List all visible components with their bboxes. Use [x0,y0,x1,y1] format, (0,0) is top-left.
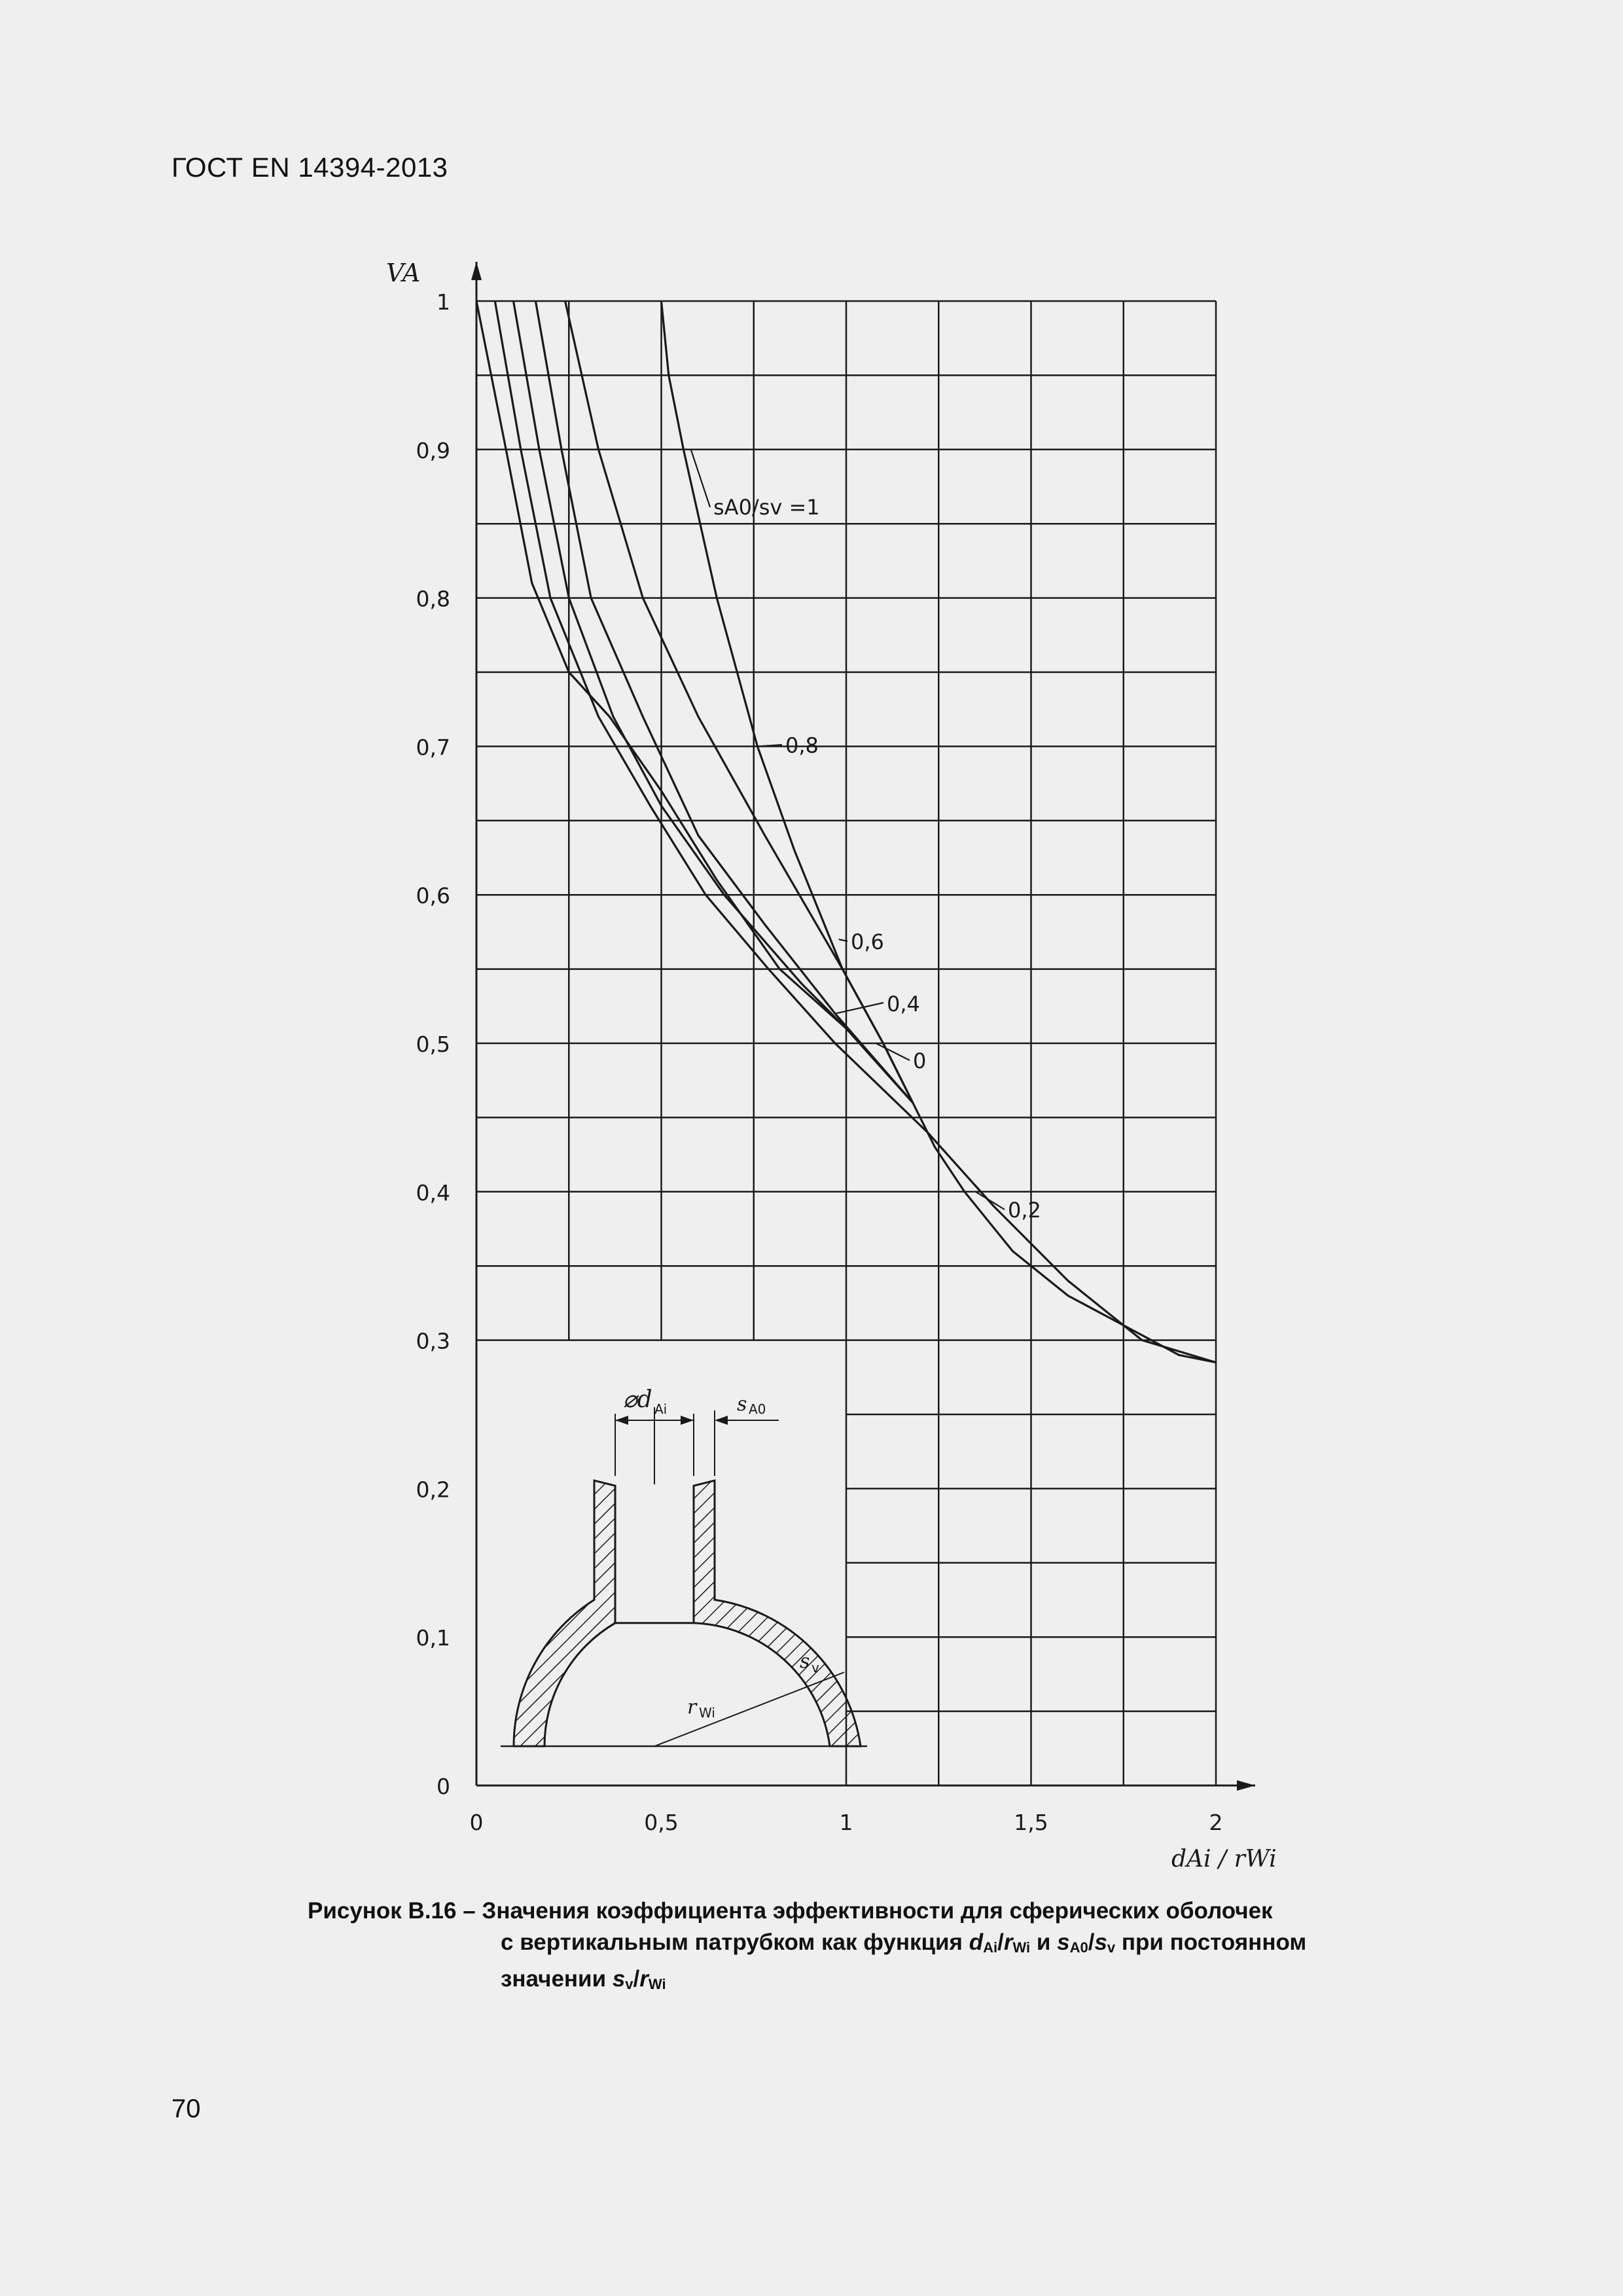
y-tick-label: 0,2 [416,1477,450,1503]
dim-arrow-sa0 [715,1416,728,1425]
series-line [514,301,913,1103]
y-tick-label: 0,5 [416,1031,450,1057]
inset-label-r: r [687,1696,697,1719]
x-tick-label: 0,5 [644,1810,679,1835]
inset-label-r-sub: Wi [699,1705,715,1721]
y-tick-label: 1 [437,289,450,315]
figure-caption [308,1895,1306,2000]
series-label: 0,2 [1008,1198,1041,1223]
x-axis-arrow [1237,1780,1255,1791]
x-tick-label: 0 [469,1810,484,1835]
inset-label-d-sub: Ai [654,1401,668,1417]
y-tick-label: 0,4 [416,1179,450,1206]
caption-line1: Значения коэффициента эффективности для сферических оболочек [482,1898,1273,1924]
series-line [565,301,913,1103]
series-line [495,301,1216,1363]
dim-arrow-left [615,1416,628,1425]
y-tick-label: 0,9 [416,437,450,463]
y-tick-label: 0,1 [416,1625,450,1651]
chart-grid [476,301,1216,1785]
series-label: 0,6 [851,929,884,954]
x-tick-label: 1,5 [1014,1810,1048,1835]
caption-line2: с вертикальным патрубком как функция $d_{Ai}/r_{Wi}$ и $s_{A0}/s_v$ при постоянном [501,1929,1307,1956]
x-axis-title: dAi / rWi [1171,1846,1277,1873]
y-axis-title: VA [386,259,421,287]
inset-label-sv-sub: v [812,1660,819,1676]
y-tick-label: 0,6 [416,883,450,909]
y-tick-label: 0,3 [416,1328,450,1354]
y-axis-arrow [471,262,482,280]
x-tick-label: 2 [1209,1810,1223,1835]
leader-line [976,1192,1005,1210]
chart-labels [386,259,1277,1873]
series-line [662,301,913,1103]
x-tick-label: 1 [839,1810,853,1835]
document-code: ГОСТ EN 14394-2013 [171,152,448,183]
nozzle-wall-left [514,1480,615,1746]
page-number: 70 [171,2094,201,2123]
series-label: 0,4 [887,992,920,1016]
series-label: sA0/sv =1 [713,495,820,520]
inset-label-sv: s [800,1650,810,1673]
nozzle-inset-diagram [501,1386,867,1746]
radius-line [654,1672,844,1746]
inset-label-sa0-sub: A0 [749,1401,766,1417]
caption-prefix: Рисунок В.16 – [308,1898,476,1924]
series-label: 0,8 [785,733,819,758]
caption-line3: значении $s_v/r_{Wi}$ [501,1966,666,1992]
inset-label-d: ⌀d [623,1386,652,1413]
y-tick-label: 0,8 [416,586,450,612]
y-tick-label: 0,7 [416,734,450,761]
leader-line [876,1043,910,1060]
series-label: 0 [913,1049,927,1073]
nozzle-wall-right [694,1480,861,1746]
y-tick-label: 0 [437,1774,450,1799]
inset-label-sa0: s [737,1393,747,1416]
dim-arrow-right [681,1416,694,1425]
chart-axes [471,262,1255,1791]
leader-line [835,1003,883,1014]
